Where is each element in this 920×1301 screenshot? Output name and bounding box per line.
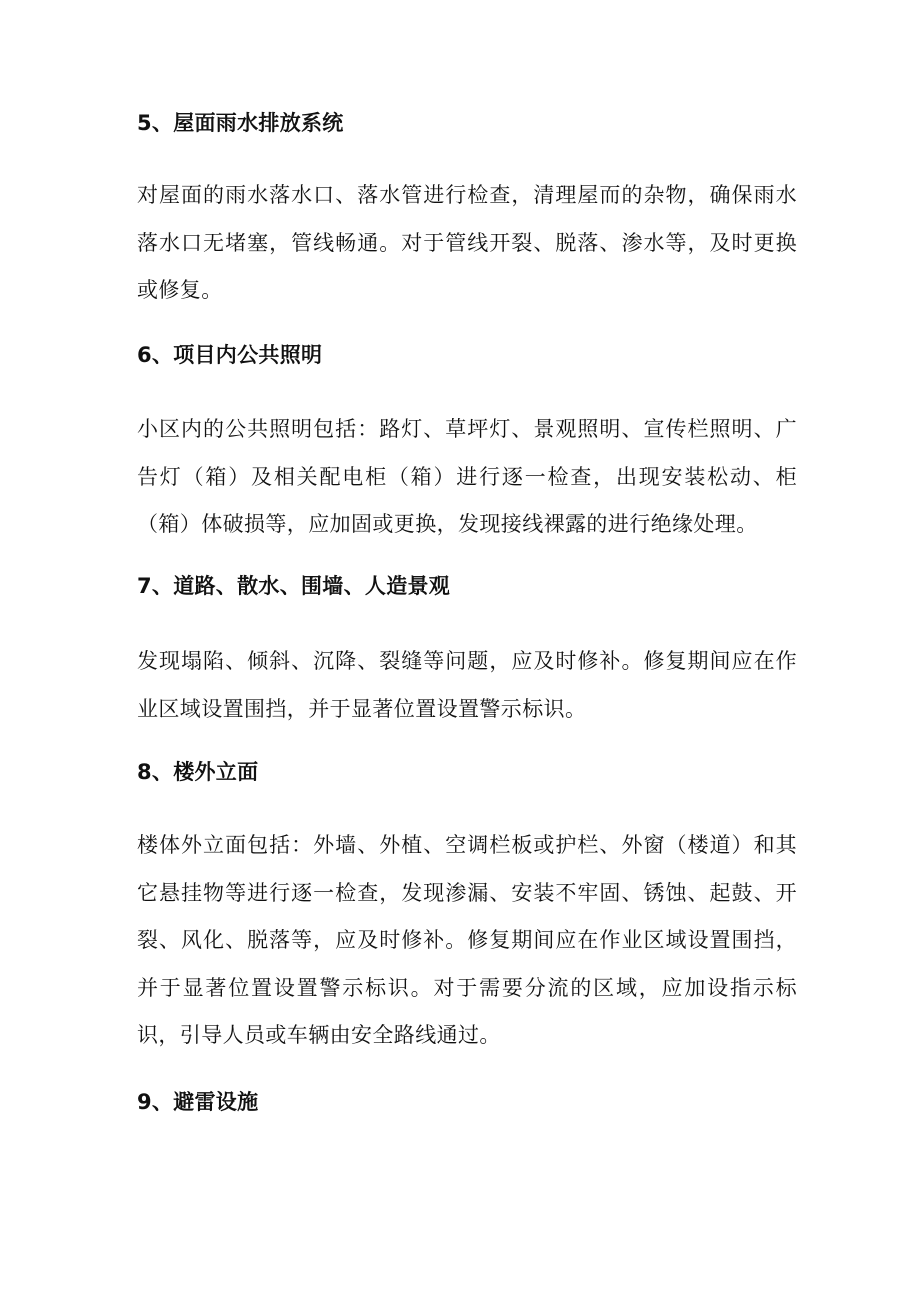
section-heading-6: 6、项目内公共照明 [137, 343, 323, 367]
section-body-6: 小区内的公共照明包括：路灯、草坪灯、景观照明、宣传栏照明、广告灯（箱）及相关配电柜（箱）进行逐一检查，出现安装松动、柜（箱）体破损等，应加固或更换，发现接线裸露的进行绝缘处理。 [137, 417, 797, 536]
section-heading-7: 7、道路、散水、围墙、人造景观 [137, 574, 451, 598]
section-heading-8: 8、楼外立面 [137, 760, 259, 784]
section-body-8: 楼体外立面包括：外墙、外植、空调栏板或护栏、外窗（楼道）和其它悬挂物等进行逐一检查，发现渗漏、安装不牢固、锈蚀、起鼓、开裂、风化、脱落等，应及时修补。修复期间应在作业区域设置围挡，并于显著位置设置警示标识。对于需要分流的区域，应加设指示标识，引导人员或车辆由安全路线通过。 [137, 833, 797, 1047]
section-heading-9: 9、避雷设施 [137, 1090, 259, 1114]
section-heading-5: 5、屋面雨水排放系统 [137, 111, 344, 135]
section-body-7: 发现塌陷、倾斜、沉降、裂缝等问题，应及时修补。修复期间应在作业区域设置围挡，并于显著位置设置警示标识。 [137, 649, 797, 721]
section-body-5: 对屋面的雨水落水口、落水管进行检查，清理屋而的杂物，确保雨水落水口无堵塞，管线畅通。对于管线开裂、脱落、渗水等，及时更换或修复。 [137, 183, 797, 302]
